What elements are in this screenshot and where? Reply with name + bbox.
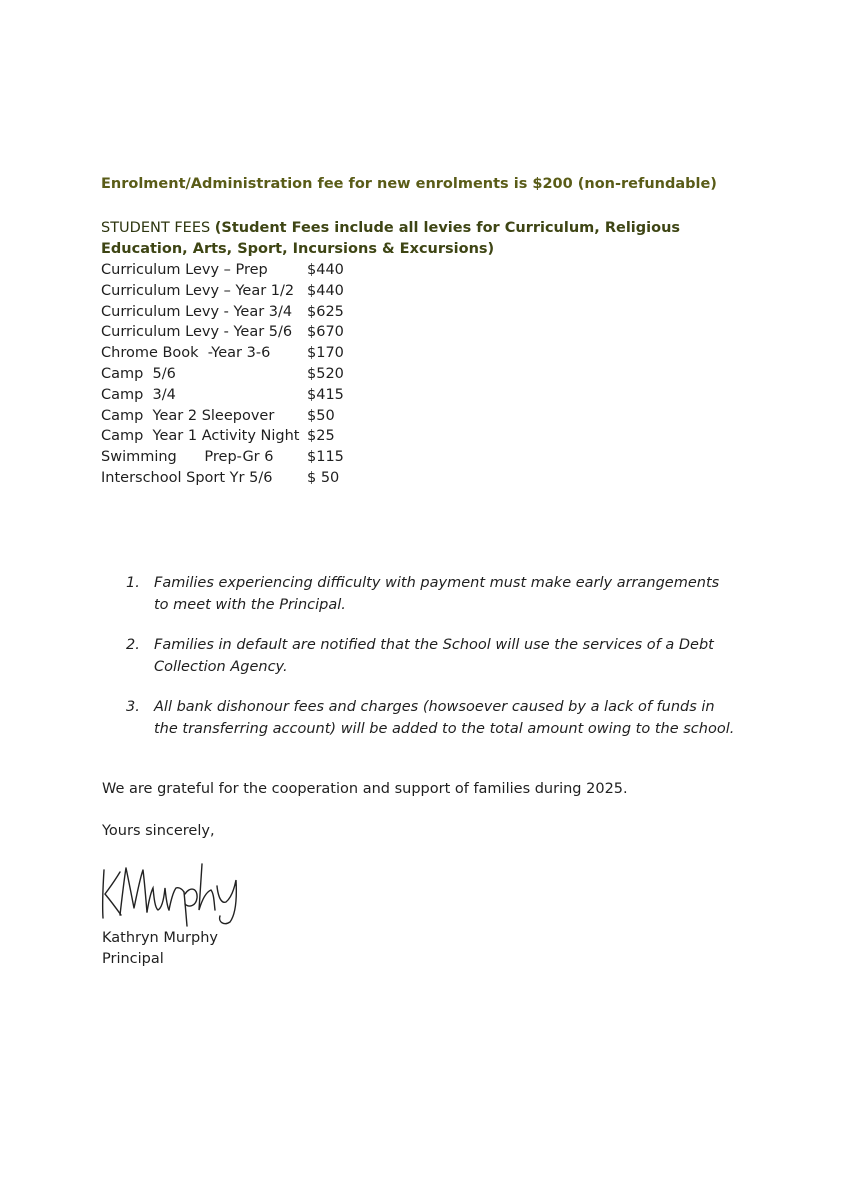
notes-list [126,572,736,758]
fee-item-amount: $670 [307,324,344,341]
fee-item-label: Camp Year 2 Sleepover [101,407,275,424]
fee-row [101,406,344,427]
note-number: 2. [126,637,140,653]
fee-table [101,260,344,489]
fee-item-amount: $440 [307,262,344,278]
note-text: Families in default are notified that the School will use the services of a Debt Collection Agency. [154,637,714,675]
fee-row [101,343,344,364]
fee-row [101,447,344,468]
fee-item-label: Curriculum Levy – Prep [101,262,268,278]
fee-item-amount: $415 [307,386,344,403]
fee-item-amount: $440 [307,282,344,299]
note-number: 1. [126,575,140,591]
fee-row [101,385,344,406]
fee-row [101,302,344,323]
student-fees-title: STUDENT FEES [101,220,211,236]
gratitude-text: We are grateful for the cooperation and support of families during 2025. [102,781,628,797]
fee-row [101,426,344,447]
note-item [126,696,736,740]
note-text: All bank dishonour fees and charges (howsoever caused by a lack of funds in the transferring account) will be added to the total amount owing to the school. [154,699,735,737]
fee-item-amount: $520 [307,365,344,382]
fee-item-amount: $25 [307,428,335,445]
fee-row [101,281,344,302]
signatory-title: Principal [102,951,164,967]
note-item [126,634,736,678]
fee-item-label: Chrome Book -Year 3-6 [101,345,271,362]
signatory-name: Kathryn Murphy [102,930,218,946]
fee-item-amount: $115 [307,449,344,466]
fee-item-label: Camp Year 1 Activity Night [101,428,300,445]
fee-item-label: Swimming Prep-Gr 6 [101,449,274,466]
fee-item-label: Curriculum Levy - Year 3/4 [101,303,293,320]
student-fees-heading [101,218,741,260]
note-number: 3. [126,699,140,715]
note-item [126,572,736,616]
student-fees-note: (Student Fees include all levies for Curriculum, Religious Education, Arts, Sport, Incursions & Excursions) [101,220,681,257]
fee-item-amount: $50 [307,407,335,424]
sign-off: Yours sincerely, [102,823,215,839]
fee-item-label: Camp 5/6 [101,365,176,382]
fee-item-amount: $170 [307,345,344,362]
fee-item-label: Curriculum Levy – Year 1/2 [101,282,295,299]
fee-row [101,260,344,281]
fee-item-amount: $ 50 [307,469,340,486]
handwritten-signature [96,858,256,928]
enrolment-fee-notice: Enrolment/Administration fee for new enrolments is $200 (non-refundable) [101,176,717,192]
fee-item-amount: $625 [307,303,344,320]
fee-item-label: Curriculum Levy - Year 5/6 [101,324,293,341]
fee-row [101,364,344,385]
fee-row [101,468,344,489]
signatory [102,928,218,970]
note-text: Families experiencing difficulty with payment must make early arrangements to meet with the Principal. [154,575,720,613]
fee-item-label: Camp 3/4 [101,386,176,403]
fee-row [101,322,344,343]
fee-item-label: Interschool Sport Yr 5/6 [101,469,273,486]
